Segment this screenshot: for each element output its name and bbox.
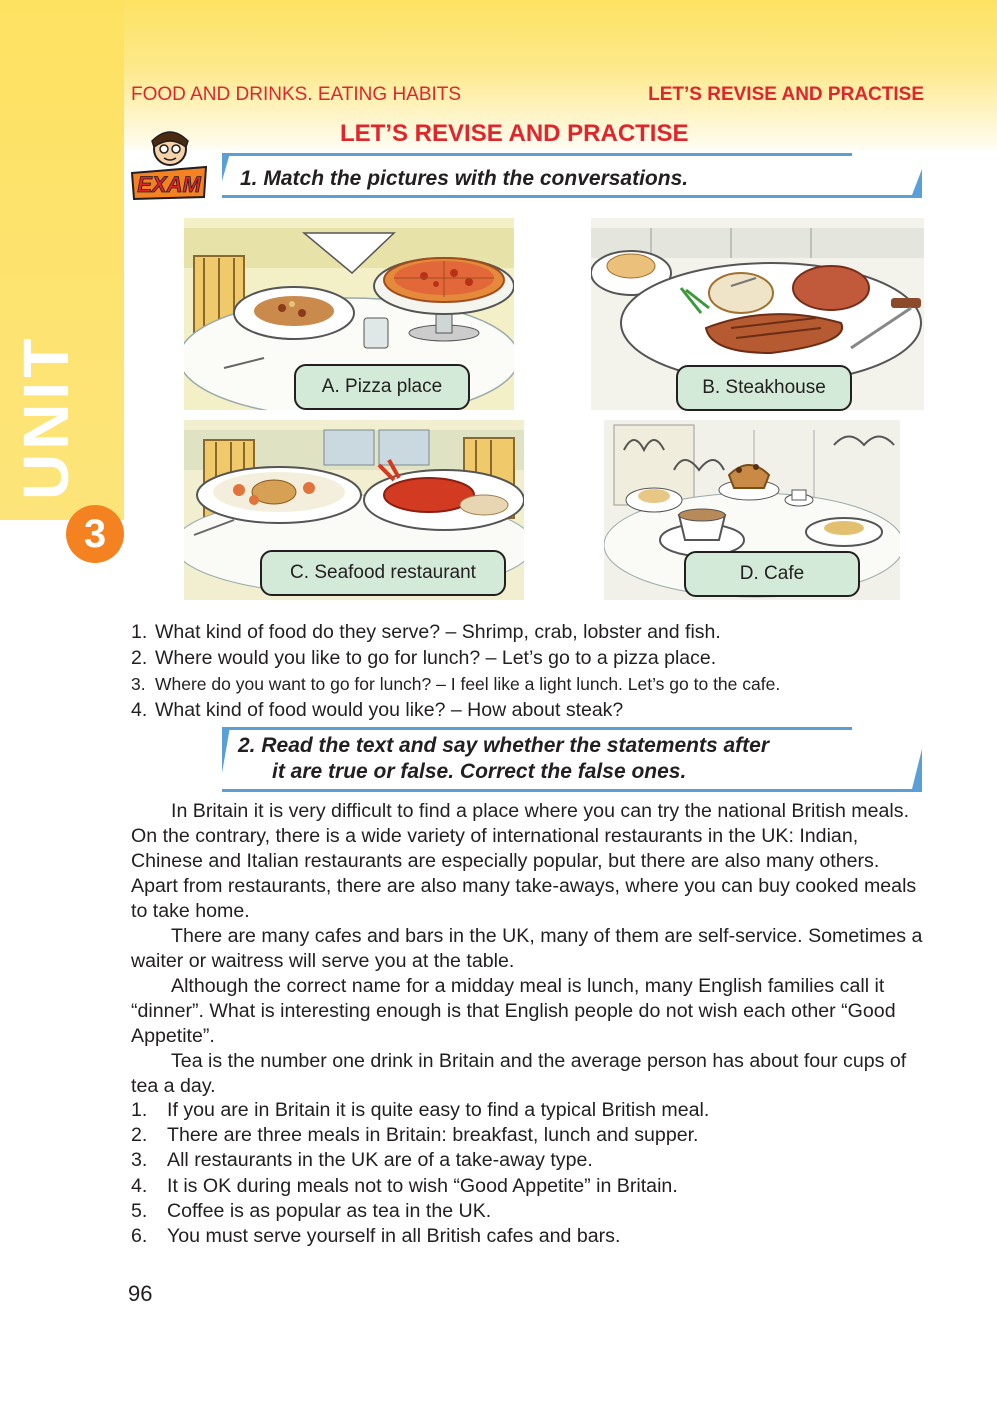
statement-item: 6. You must serve yourself in all British cafes and bars.	[131, 1224, 621, 1247]
page-number: 96	[128, 1281, 153, 1306]
conversation-item: 4. What kind of food would you like? – How about steak?	[131, 699, 624, 721]
statement-item: 5. Coffee is as popular as tea in the UK.	[131, 1199, 492, 1222]
statement-item: 4. It is OK during meals not to wish “Good Appetite” in Britain.	[131, 1174, 678, 1197]
unit-number: 3	[66, 505, 124, 563]
paragraph: In Britain it is very difficult to find a place where you can try the national British meals. On the contrary, there is a wide variety of international restaurants in the UK: Indian, Chinese and Italian restaurants are especially popular, but there are also many others. Apart from restaurants, there are also many take-aways, where you can buy cooked meals to take home.	[131, 800, 917, 922]
conversation-item: 2. Where would you like to go for lunch? – Let’s go to a pizza place.	[131, 647, 717, 669]
task2-instruction-line1: 2. Read the text and say whether the statements after	[238, 734, 769, 757]
paragraph: Although the correct name for a midday meal is lunch, many English families call it “dinner”. What is interesting enough is that English people do not wish each other “Good Appetite”.	[131, 975, 896, 1047]
picture-label-a: A. Pizza place	[294, 364, 470, 410]
paragraph: There are many cafes and bars in the UK, many of them are self-service. Sometimes a waiter or waitress will serve you at the table.	[131, 925, 923, 972]
statement-item: 1. If you are in Britain it is quite easy to find a typical British meal.	[131, 1099, 710, 1121]
section-title: LET’S REVISE AND PRACTISE	[340, 120, 689, 147]
task1-instruction: 1. Match the pictures with the conversations.	[240, 167, 689, 190]
conversation-item: 1. What kind of food do they serve? – Shrimp, crab, lobster and fish.	[131, 621, 721, 643]
exam-badge-icon	[130, 127, 208, 201]
unit-label: UNIT	[10, 334, 82, 500]
task2-instruction-line2: it are true or false. Correct the false ones.	[272, 760, 687, 783]
paragraph: Tea is the number one drink in Britain and the average person has about four cups of tea a day.	[131, 1050, 907, 1097]
running-header-left: FOOD AND DRINKS. EATING HABITS	[131, 84, 462, 105]
reading-text	[131, 799, 926, 1099]
conversation-item: 3. Where do you want to go for lunch? – I feel like a light lunch. Let’s go to the cafe.	[131, 674, 781, 694]
picture-label-b: B. Steakhouse	[676, 365, 852, 411]
statement-item: 2. There are three meals in Britain: breakfast, lunch and supper.	[131, 1124, 699, 1147]
conversation-list	[131, 619, 931, 723]
statement-item: 3. All restaurants in the UK are of a take-away type.	[131, 1149, 593, 1172]
exam-badge-text: EXAM	[137, 172, 201, 197]
running-header-right: LET’S REVISE AND PRACTISE	[648, 84, 924, 105]
picture-label-c: C. Seafood restaurant	[260, 550, 506, 596]
statement-list	[131, 1098, 926, 1249]
picture-label-d: D. Cafe	[684, 551, 860, 597]
